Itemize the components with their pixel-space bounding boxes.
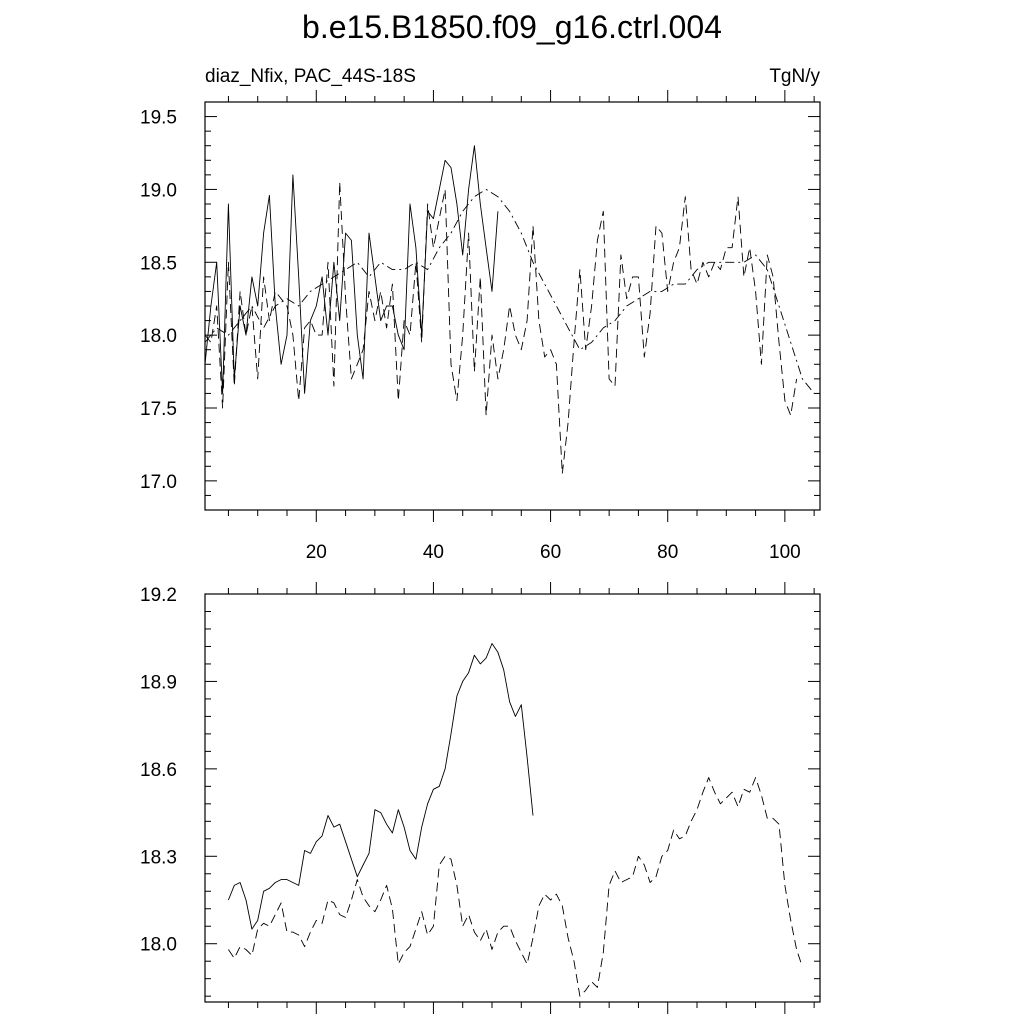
bottom-panel-ticks <box>205 582 820 1014</box>
series-line-solid <box>228 644 533 930</box>
y-tick-label: 18.0 <box>140 326 177 348</box>
figure-title: b.e15.B1850.f09_g16.ctrl.004 <box>302 9 722 45</box>
bottom-panel-tick-labels <box>140 585 177 956</box>
bottom-panel-frame <box>205 594 820 1002</box>
top-panel-unit-label: TgN/y <box>769 66 820 87</box>
top-panel-ticks <box>205 90 820 522</box>
top-panel <box>140 66 820 563</box>
y-tick-label: 17.0 <box>140 471 177 493</box>
y-tick-label: 18.0 <box>140 934 177 956</box>
bottom-panel <box>140 582 820 1014</box>
y-tick-label: 19.2 <box>140 585 177 606</box>
series-line-solid <box>205 146 498 394</box>
bottom-panel-series <box>228 644 802 997</box>
y-tick-label: 19.5 <box>140 107 177 129</box>
y-tick-label: 18.6 <box>140 759 177 781</box>
y-tick-label: 19.0 <box>140 180 177 202</box>
y-tick-label: 18.9 <box>140 672 177 694</box>
x-tick-label: 60 <box>540 542 562 563</box>
series-line-dash-dot <box>205 189 814 393</box>
top-panel-frame <box>205 102 820 510</box>
x-tick-label: 100 <box>769 542 801 563</box>
y-tick-label: 17.5 <box>140 399 177 420</box>
x-tick-label: 20 <box>305 542 327 563</box>
top-panel-left-label: diaz_Nfix, PAC_44S-18S <box>205 66 416 87</box>
series-line-dashed <box>228 778 802 997</box>
x-tick-label: 80 <box>657 542 679 563</box>
series-line-dashed <box>205 182 797 474</box>
y-tick-label: 18.5 <box>140 253 177 275</box>
top-panel-series <box>205 146 814 474</box>
x-tick-label: 40 <box>422 542 444 563</box>
y-tick-label: 18.3 <box>140 847 177 869</box>
